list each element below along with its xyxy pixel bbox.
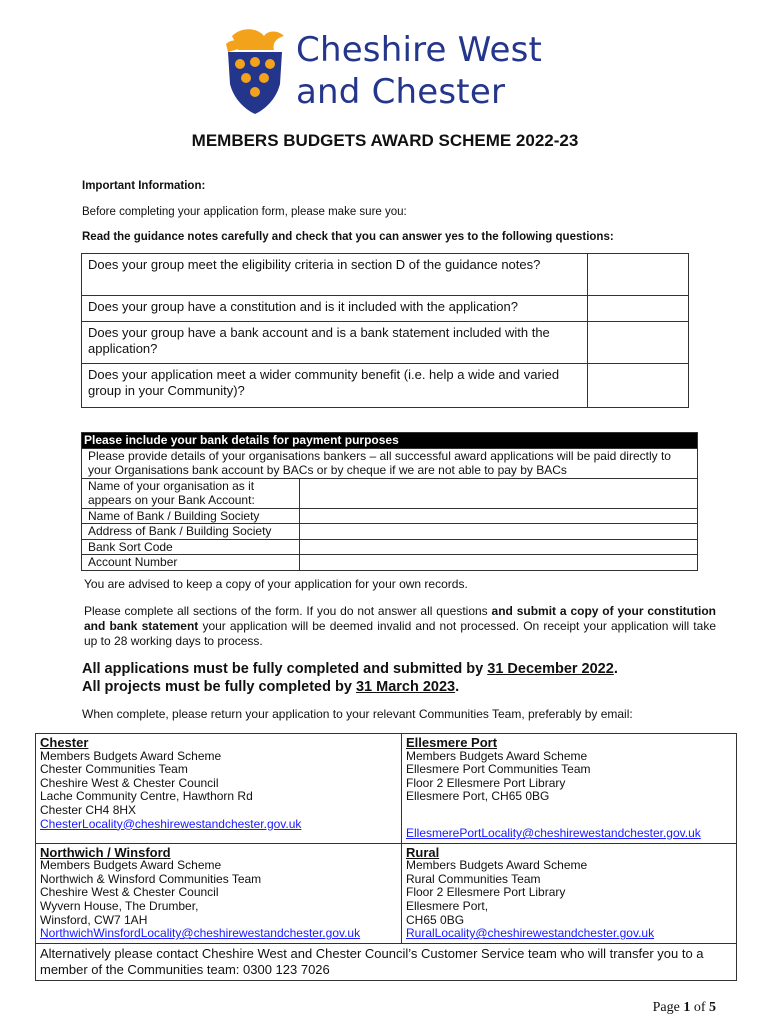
- before-text: Before completing your application form, please make sure you:: [82, 206, 407, 218]
- contact-chester: [36, 734, 402, 844]
- contact-line: Members Budgets Award Scheme: [406, 748, 588, 763]
- logo-text-line2: and Chester: [296, 72, 506, 112]
- answer-cell[interactable]: [588, 364, 689, 408]
- bank-name-field[interactable]: [300, 508, 698, 524]
- page-of: of: [690, 1000, 709, 1015]
- contacts-table: [35, 733, 737, 981]
- contact-line: Ellesmere Port, CH65 0BG: [406, 789, 550, 804]
- alternative-contact: Alternatively please contact Cheshire West and Chester Council’s Customer Service team who will transfer you to a member of the Communities team: 0300 123 7026: [36, 943, 737, 980]
- page-title: MEMBERS BUDGETS AWARD SCHEME 2022-23: [191, 131, 579, 150]
- deadline-text: All projects must be fully completed by: [82, 679, 356, 695]
- contact-line: Rural Communities Team: [406, 871, 541, 886]
- page-total: 5: [709, 1000, 716, 1015]
- bank-field-label: Name of Bank / Building Society: [82, 508, 300, 524]
- contact-line: Members Budgets Award Scheme: [40, 858, 222, 873]
- question-text: Does your group have a constitution and is it included with the application?: [82, 296, 588, 322]
- page-label: Page: [652, 1000, 684, 1015]
- bank-details-table: [81, 432, 698, 571]
- deadlines: [82, 660, 618, 696]
- answer-cell[interactable]: [588, 322, 689, 364]
- contact-rural: [402, 843, 737, 943]
- deadline-projects: [82, 678, 618, 696]
- contact-line: Chester Communities Team: [40, 762, 188, 777]
- complete-text-bold: and submit a copy of your constitution and bank statement: [84, 604, 717, 633]
- bank-intro: Please provide details of your organisations bankers – all successful award applications will be paid directly to your Organisations bank account by BACs or by cheque if we are not able to pay by BACs: [82, 448, 698, 478]
- complete-instructions: [84, 604, 716, 649]
- question-row: [82, 322, 689, 364]
- answer-cell[interactable]: [588, 254, 689, 296]
- important-heading: Important Information:: [82, 180, 206, 192]
- contact-ellesmere-port: [402, 734, 737, 844]
- contact-line: Northwich & Winsford Communities Team: [40, 871, 262, 886]
- complete-text-part2: your application will be deemed invalid and not processed. On receipt your application will take up to 28 working days to process.: [84, 619, 716, 648]
- contact-line: Floor 2 Ellesmere Port Library: [406, 775, 566, 790]
- contact-heading: Chester: [40, 735, 89, 750]
- crest-icon: [218, 26, 292, 116]
- rural-email-link[interactable]: RuralLocality@cheshirewestandchester.gov.uk: [406, 926, 655, 941]
- bank-field-label: Account Number: [82, 555, 300, 571]
- read-guidance-text: Read the guidance notes carefully and check that you can answer yes to the following questions:: [82, 231, 614, 243]
- contact-line: CH65 0BG: [406, 912, 465, 927]
- contact-line: Ellesmere Port,: [406, 898, 489, 913]
- deadline-end: .: [455, 679, 460, 695]
- contact-line: Floor 2 Ellesmere Port Library: [406, 885, 566, 900]
- question-text: Does your group have a bank account and is a bank statement included with the application?: [82, 322, 588, 364]
- contact-line: Cheshire West & Chester Council: [40, 885, 219, 900]
- page-current: 1: [683, 1000, 691, 1015]
- bank-field-label: Bank Sort Code: [82, 539, 300, 555]
- eligibility-questions-table: [81, 253, 689, 408]
- deadline-date: 31 December 2022: [487, 661, 614, 677]
- answer-cell[interactable]: [588, 296, 689, 322]
- contact-line: Cheshire West & Chester Council: [40, 775, 219, 790]
- contact-heading: Northwich / Winsford: [40, 844, 171, 860]
- question-text: Does your group meet the eligibility criteria in section D of the guidance notes?: [82, 254, 588, 296]
- contact-line: Members Budgets Award Scheme: [406, 858, 588, 873]
- complete-text-part1: Please complete all sections of the form. If you do not answer all questions: [84, 604, 492, 618]
- deadline-date: 31 March 2023: [355, 679, 456, 695]
- council-logo: [218, 26, 558, 118]
- contact-line: Ellesmere Port Communities Team: [406, 762, 591, 777]
- contact-heading: Ellesmere Port: [406, 735, 498, 750]
- bank-header: Please include your bank details for payment purposes: [82, 433, 698, 449]
- deadline-applications: [82, 660, 618, 678]
- sort-code-field[interactable]: [300, 539, 698, 555]
- ellesmere-email-link[interactable]: EllesmerePortLocality@cheshirewestandchester.gov.uk: [406, 825, 701, 840]
- contact-line: Winsford, CW7 1AH: [40, 912, 148, 927]
- contact-line: Chester CH4 8HX: [40, 802, 137, 817]
- contact-line: Lache Community Centre, Hawthorn Rd: [40, 789, 253, 804]
- contact-line: Wyvern House, The Drumber,: [40, 898, 199, 913]
- deadline-text: All applications must be fully completed and submitted by: [82, 661, 488, 677]
- question-row: [82, 364, 689, 408]
- bank-field-label: Name of your organisation as it appears on your Bank Account:: [82, 478, 300, 508]
- chester-email-link[interactable]: ChesterLocality@cheshirewestandchester.gov.uk: [40, 816, 302, 831]
- account-number-field[interactable]: [300, 555, 698, 571]
- advised-text: You are advised to keep a copy of your application for your own records.: [84, 577, 468, 591]
- question-text: Does your application meet a wider community benefit (i.e. help a wide and varied group in your Community)?: [82, 364, 588, 408]
- question-row: [82, 254, 689, 296]
- contact-northwich-winsford: [36, 843, 402, 943]
- page-number: [653, 1000, 716, 1016]
- bank-address-field[interactable]: [300, 524, 698, 540]
- contact-heading: Rural: [406, 844, 440, 860]
- contact-line: Members Budgets Award Scheme: [40, 748, 222, 763]
- northwich-email-link[interactable]: NorthwichWinsfordLocality@cheshirewestandchester.gov.uk: [40, 926, 361, 941]
- question-row: [82, 296, 689, 322]
- deadline-end: .: [613, 661, 618, 677]
- logo-text-line1: Cheshire West: [296, 30, 543, 70]
- bank-field-label: Address of Bank / Building Society: [82, 524, 300, 540]
- organisation-name-field[interactable]: [300, 478, 698, 508]
- return-instructions: When complete, please return your application to your relevant Communities Team, preferably by email:: [82, 707, 633, 721]
